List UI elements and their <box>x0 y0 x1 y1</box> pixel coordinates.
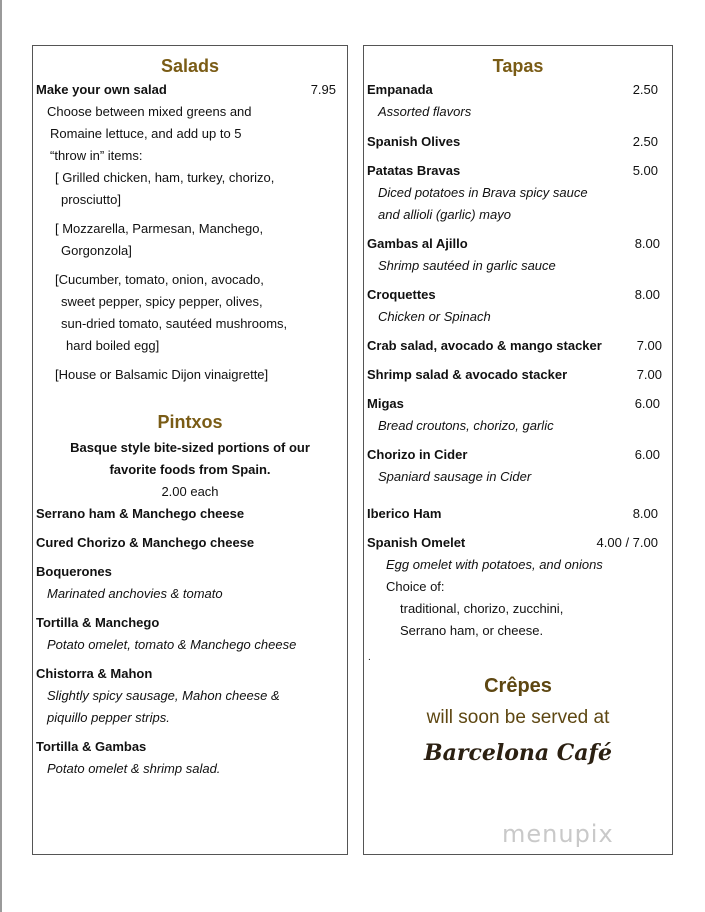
right-menu-panel <box>363 45 673 855</box>
tapa-desc: Bread croutons, chorizo, garlic <box>378 418 554 433</box>
tapa-desc: Diced potatoes in Brava spicy sauce <box>378 185 588 200</box>
tapa-name: Spanish Olives <box>367 134 461 149</box>
pintxo-desc: Slightly spicy sausage, Mahon cheese & <box>47 688 280 703</box>
salad-line: Romaine lettuce, and add up to 5 <box>50 126 242 141</box>
left-menu-panel <box>32 45 348 855</box>
tapas-heading: Tapas <box>492 56 544 76</box>
tapa-desc: Chicken or Spinach <box>378 309 491 324</box>
tapa-name: Chorizo in Cider <box>367 447 468 462</box>
salad-line: [Cucumber, tomato, onion, avocado, <box>55 272 264 287</box>
salad-line: sun-dried tomato, sautéed mushrooms, <box>61 316 288 331</box>
pintxo-name: Serrano ham & Manchego cheese <box>36 506 245 521</box>
salad-line: [ Mozzarella, Parmesan, Manchego, <box>55 221 264 236</box>
tapa-name: Empanada <box>367 82 433 97</box>
tapa-choice-line: traditional, chorizo, zucchini, <box>400 601 564 616</box>
salad-line: [House or Balsamic Dijon vinaigrette] <box>55 367 269 382</box>
tapa-price: 2.50 <box>632 82 658 97</box>
stray-dot: . <box>368 652 371 663</box>
cafe-name: Barcelona Café <box>424 740 612 766</box>
tapa-name: Iberico Ham <box>367 506 442 521</box>
pintxo-name: Tortilla & Gambas <box>36 739 147 754</box>
pintxo-desc: Marinated anchovies & tomato <box>47 586 223 601</box>
pintxos-intro: favorite foods from Spain. <box>109 462 271 477</box>
tapa-desc: and allioli (garlic) mayo <box>378 207 511 222</box>
salads-heading: Salads <box>160 56 220 76</box>
pintxos-price: 2.00 each <box>161 484 219 499</box>
tapa-price: 6.00 <box>634 447 660 462</box>
tapa-price: 5.00 <box>632 163 658 178</box>
salad-line: Gorgonzola] <box>61 243 132 258</box>
salad-line: “throw in” items: <box>50 148 143 163</box>
tapa-price: 4.00 / 7.00 <box>596 535 658 550</box>
tapa-price: 7.00 <box>636 338 662 353</box>
tapa-desc: Assorted flavors <box>378 104 472 119</box>
tapa-desc: Egg omelet with potatoes, and onions <box>386 557 603 572</box>
salad-item-price: 7.95 <box>310 82 336 97</box>
tapa-name: Spanish Omelet <box>367 535 466 550</box>
pintxo-name: Tortilla & Manchego <box>36 615 160 630</box>
salad-item-name: Make your own salad <box>36 82 167 97</box>
salad-line: prosciutto] <box>61 192 121 207</box>
pintxo-desc: piquillo pepper strips. <box>47 710 170 725</box>
tapa-desc: Spaniard sausage in Cider <box>378 469 532 484</box>
tapa-name: Patatas Bravas <box>367 163 461 178</box>
tapa-price: 7.00 <box>636 367 662 382</box>
tapa-choice-line: Serrano ham, or cheese. <box>400 623 544 638</box>
salad-line: Choose between mixed greens and <box>47 104 252 119</box>
tapa-price: 2.50 <box>632 134 658 149</box>
tapa-price: 6.00 <box>634 396 660 411</box>
tapa-name: Crab salad, avocado & mango stacker <box>367 338 602 353</box>
pintxo-desc: Potato omelet, tomato & Manchego cheese <box>47 637 297 652</box>
menupix-watermark: menupix <box>502 820 614 848</box>
tapa-price: 8.00 <box>634 236 660 251</box>
pintxo-name: Boquerones <box>36 564 112 579</box>
salad-line: sweet pepper, spicy pepper, olives, <box>61 294 263 309</box>
tapa-name: Shrimp salad & avocado stacker <box>367 367 568 382</box>
tapa-price: 8.00 <box>634 287 660 302</box>
tapa-name: Croquettes <box>367 287 436 302</box>
pintxo-name: Chistorra & Mahon <box>36 666 153 681</box>
crepes-title: Crêpes <box>484 675 552 697</box>
salad-line: [ Grilled chicken, ham, turkey, chorizo, <box>55 170 275 185</box>
crepes-line: will soon be served at <box>426 707 610 728</box>
tapa-name: Gambas al Ajillo <box>367 236 468 251</box>
tapa-name: Migas <box>367 396 404 411</box>
pintxos-heading: Pintxos <box>157 412 223 432</box>
pintxo-name: Cured Chorizo & Manchego cheese <box>36 535 255 550</box>
pintxos-intro: Basque style bite-sized portions of our <box>70 440 310 455</box>
tapa-price: 8.00 <box>632 506 658 521</box>
salad-line: hard boiled egg] <box>66 338 160 353</box>
tapa-desc: Shrimp sautéed in garlic sauce <box>378 258 556 273</box>
tapa-choice-label: Choice of: <box>386 579 445 594</box>
pintxo-desc: Potato omelet & shrimp salad. <box>47 761 221 776</box>
page-left-edge <box>0 0 2 912</box>
